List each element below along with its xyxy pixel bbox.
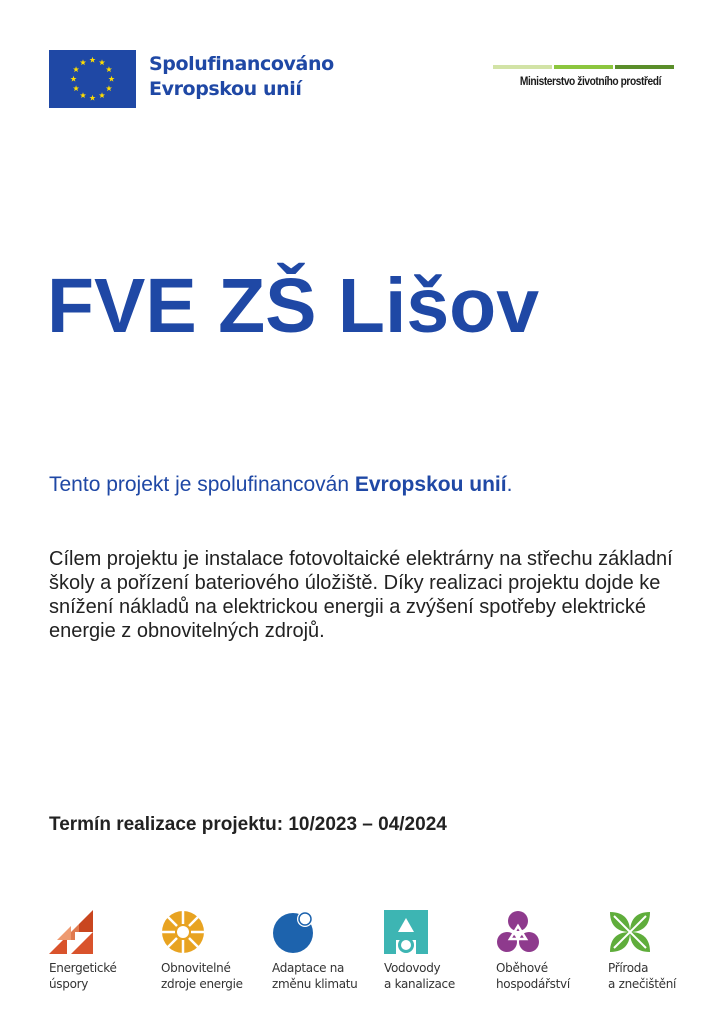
category-circular-economy [496, 910, 606, 992]
eu-label-line1: Spolufinancováno [149, 53, 334, 75]
category-nature-pollution [608, 910, 718, 992]
ministry-bar-mid [554, 65, 613, 69]
ministry-name: Ministerstvo životního prostředí [519, 74, 661, 88]
circular-economy-icon [496, 910, 540, 954]
cofinancing-statement [49, 471, 512, 499]
category-climate-adaptation [272, 910, 382, 992]
ministry-bar-dark [615, 65, 674, 69]
category-label-line2: a znečištění [608, 977, 677, 991]
category-label-line1: Adaptace na [272, 961, 345, 975]
nature-pollution-icon [608, 910, 652, 954]
category-label-line1: Vodovody [384, 961, 441, 975]
category-label-line2: změnu klimatu [272, 977, 358, 991]
water-sewerage-icon [384, 910, 428, 954]
energy-savings-icon [49, 910, 93, 954]
renewable-energy-icon [161, 910, 205, 954]
category-label-line2: zdroje energie [161, 977, 243, 991]
cofinancing-prefix: Tento projekt je spolufinancován [49, 473, 355, 496]
category-renewable-energy [161, 910, 271, 992]
cofinancing-emphasis: Evropskou unií [354, 473, 507, 496]
category-label-line1: Příroda [608, 961, 649, 975]
project-term: Termín realizace projektu: 10/2023 – 04/2024 [49, 814, 447, 835]
eu-label-line2: Evropskou unií [149, 78, 302, 100]
climate-adaptation-icon [272, 910, 316, 954]
category-label-line1: Obnovitelné [161, 961, 231, 975]
cofinancing-suffix: . [506, 473, 513, 496]
category-label-line2: hospodářství [496, 977, 570, 991]
category-label-line2: a kanalizace [384, 977, 455, 991]
eu-flag-icon [49, 50, 136, 108]
ministry-bar-light [493, 65, 552, 69]
page-title: FVE ZŠ Lišov [47, 263, 540, 349]
category-water-sewerage [384, 910, 494, 992]
category-label-line1: Energetické [49, 961, 117, 975]
category-energy-savings [49, 910, 159, 992]
ministry-logo-bars [493, 65, 674, 69]
category-label-line1: Oběhové [496, 961, 548, 975]
category-label-line2: úspory [49, 977, 89, 991]
eu-cofinanced-label [149, 52, 334, 102]
project-description: Cílem projektu je instalace fotovoltaické elektrárny na střechu základní školy a pořízení bateriového úložiště. Díky realizaci projektu dojde ke snížení nákladů na elektrickou energii a zvýšení spotřeby elektrické energie z obnovitelných zdrojů. [49, 548, 673, 642]
